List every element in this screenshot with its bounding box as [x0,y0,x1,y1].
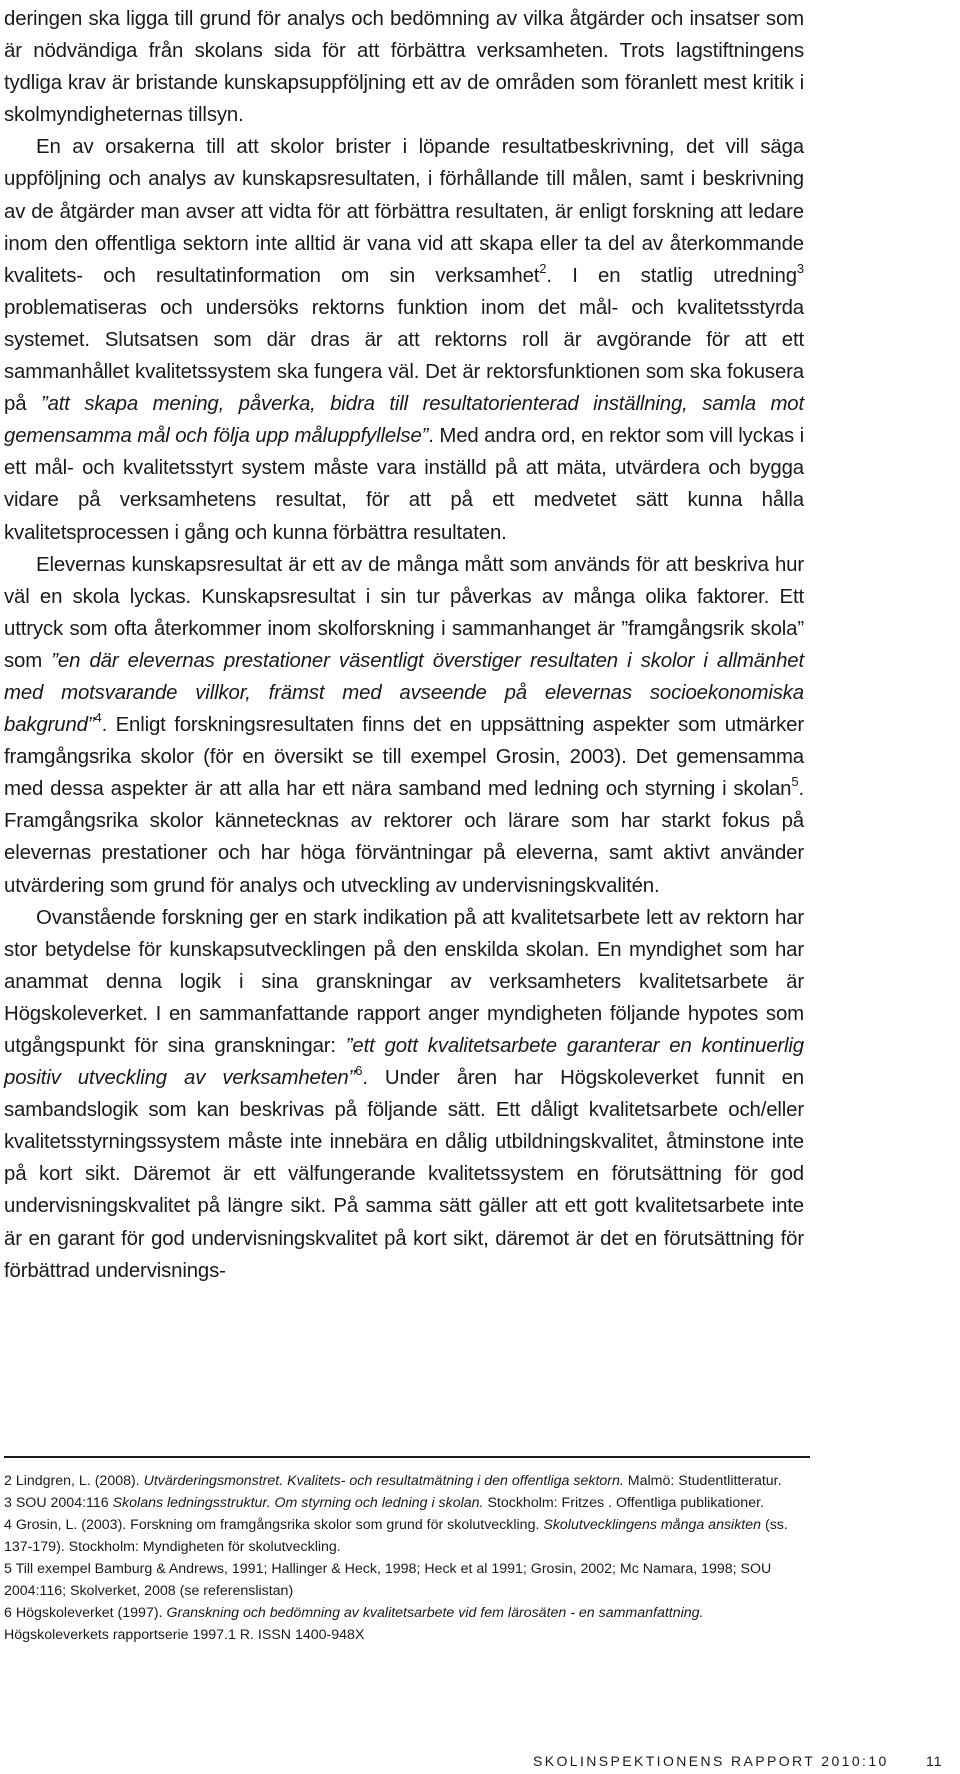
footnote-publisher: (ss. 137-179). Stockholm: Myndigheten för skolutveckling. [4,1517,788,1555]
paragraph-3 [4,549,804,902]
footnote-publisher: Malmö: Studentlitteratur. [623,1473,782,1489]
footnote-text: Lindgren, L. (2008). [11,1473,144,1489]
footnote-number: 2 [4,1473,12,1489]
paragraph-3-text-a: Elevernas kunskapsresultat är ett av de många mått som används för att beskriva hur väl en skola lyckas. Kunskapsresultat i sin tur påverkas av många olika faktorer. Ett uttryck som ofta återkommer inom skolforskning i sammanhanget är ”framgångsrik skola” som [4,553,804,672]
paragraph-3-text-b: . Enligt forskningsresultaten finns det en uppsättning aspekter som utmärker framgångsrika skolor (för en översikt se till exempel Grosin, 2003). Det gemensamma med dessa aspekter är att alla har ett nära samband med ledning och styrning i skolan [4,714,804,801]
footnote-number: 6 [4,1605,12,1621]
footnote-publisher: Högskoleverkets rapportserie 1997.1 R. ISSN 1400-948X [4,1627,365,1643]
footnote-text: Grosin, L. (2003). Forskning om framgångsrika skolor som grund för skolutveckling. [11,1517,544,1533]
paragraph-3-quote: ”en där elevernas prestationer väsentligt överstiger resultaten i skolor i allmänhet med motsvarande villkor, främst med avseende på elevernas socioekonomiska bakgrund” [4,649,804,737]
paragraph-2-text-a: En av orsakerna till att skolor brister i löpande resultatbeskrivning, det vill säga uppföljning och analys av kunskapsresultaten, i förhållande till målen, samt i beskrivning av de åtgärder man avser att vidta för att förbättra resultaten, är enligt forskning att ledare inom den offentliga sektorn inte alltid är vana vid att skapa eller ta del av återkommande kvalitets- och resultatinformation om sin verksamhet [4,136,804,287]
paragraph-4-text-a: Ovanstående forskning ger en stark indikation på att kvalitetsarbete lett av rektorn har stor betydelse för kunskapsutvecklingen på den enskilda skolan. En myndighet som har anammat denna logik i sina granskningar av verksamheters kvalitetsarbete är Högskoleverket. I en sammanfattande rapport anger myndigheten följande hypotes som utgångspunkt för sina granskningar: [4,906,804,1057]
paragraph-2-quote: ”att skapa mening, påverka, bidra till resultatorienterad inställning, samla mot gemensamma mål och följa upp måluppfyllelse” [4,393,804,448]
paragraph-2-text-d: . Med andra ord, en rektor som vill lyckas i ett mål- och kvalitetsstyrt system måste vara inställd på att mäta, utvärdera och bygga vidare på verksamhetens resultat, för att på ett medvetet sätt kunna hålla kvalitetsprocessen i gång och kunna förbättra resultaten. [4,425,804,544]
paragraph-2-text-c: problematiseras och undersöks rektorns funktion inom det mål- och kvalitetsstyrda systemet. Slutsatsen som där dras är att rektorns roll är avgörande för att ett sammanhållet kvalitetssystem ska fungera väl. Det är rektorsfunktionen som ska fokusera på [4,296,804,416]
footnote-title: Utvärderingsmonstret. Kvalitets- och resultatmätning i den offentliga sektorn. [143,1473,624,1489]
paragraph-4 [4,902,804,1287]
footnote-divider [4,1456,810,1458]
footnote-ref-5[interactable]: 5 [791,774,799,790]
footnote-ref-6[interactable]: 6 [355,1063,363,1079]
paragraph-3-text-c: . Framgångsrika skolor kännetecknas av rektorer och lärare som har starkt fokus på elevernas prestationer och har höga förväntningar på eleverna, samt aktivt använder utvärdering som grund för analys och utveckling av undervisningskvalitén. [4,778,804,897]
footnote-ref-4[interactable]: 4 [94,710,102,726]
footnote-2 [4,1470,804,1492]
footnote-number: 3 [4,1495,12,1511]
paragraph-4-quote: ”ett gott kvalitetsarbete garanterar en kontinuerlig positiv utveckling av verksamheten” [4,1035,804,1090]
footnote-title: Skolans ledningsstruktur. Om styrning och ledning i skolan. [112,1495,484,1511]
footnote-4 [4,1514,804,1558]
paragraph-2-text-b: . I en statlig utredning [546,264,797,287]
footnote-publisher: Stockholm: Fritzes . Offentliga publikationer. [483,1495,764,1511]
footnote-text: Till exempel Bamburg & Andrews, 1991; Hallinger & Heck, 1998; Heck et al 1991; Grosin, 2002; Mc Namara, 1998; SOU 2004:116; Skolverket, 2008 (se referenslistan) [4,1561,772,1599]
footnote-ref-3[interactable]: 3 [796,260,804,276]
paragraph-1-text: deringen ska ligga till grund för analys och bedömning av vilka åtgärder och insatser som är nödvändiga från skolans sida för att förbättra verksamheten. Trots lagstiftningens tydliga krav är bristande kunskapsuppföljning ett av de områden som föranlett mest kritik i skolmyndigheternas tillsyn. [4,8,804,127]
footnote-title: Granskning och bedömning av kvalitetsarbete vid fem lärosäten - en sammanfattning. [166,1605,704,1621]
footnote-text: Högskoleverket (1997). [11,1605,167,1621]
footnote-ref-2[interactable]: 2 [539,260,547,276]
paragraph-1 [4,0,804,131]
footnotes [4,1470,804,1646]
footnote-text: SOU 2004:116 [11,1495,113,1511]
footnote-6 [4,1602,804,1646]
footnote-3 [4,1492,804,1514]
footnote-5 [4,1558,804,1602]
page-number: 11 [926,1753,943,1769]
body-text [4,0,804,1287]
footnote-number: 5 [4,1561,12,1577]
paragraph-2 [4,131,804,548]
paragraph-4-text-b: . Under åren har Högskoleverket funnit en sambandslogik som kan beskrivas på följande sätt. Ett dåligt kvalitetsarbete och/eller kvalitetsstyrningssystem måste inte innebära en dålig utbildningskvalitet, åtminstone inte på kort sikt. Däremot är ett välfungerande kvalitetssystem en förutsättning för god undervisningskvalitet på längre sikt. På samma sätt gäller att ett gott kvalitetsarbete inte är en garant för god undervisningskvalitet på kort sikt, däremot är det en förutsättning för förbättrad undervisnings- [4,1067,804,1282]
running-footer-title: SKOLINSPEKTIONENS RAPPORT 2010:10 [533,1753,889,1769]
footnote-title: Skolutvecklingens många ansikten [543,1517,762,1533]
footnote-number: 4 [4,1517,12,1533]
